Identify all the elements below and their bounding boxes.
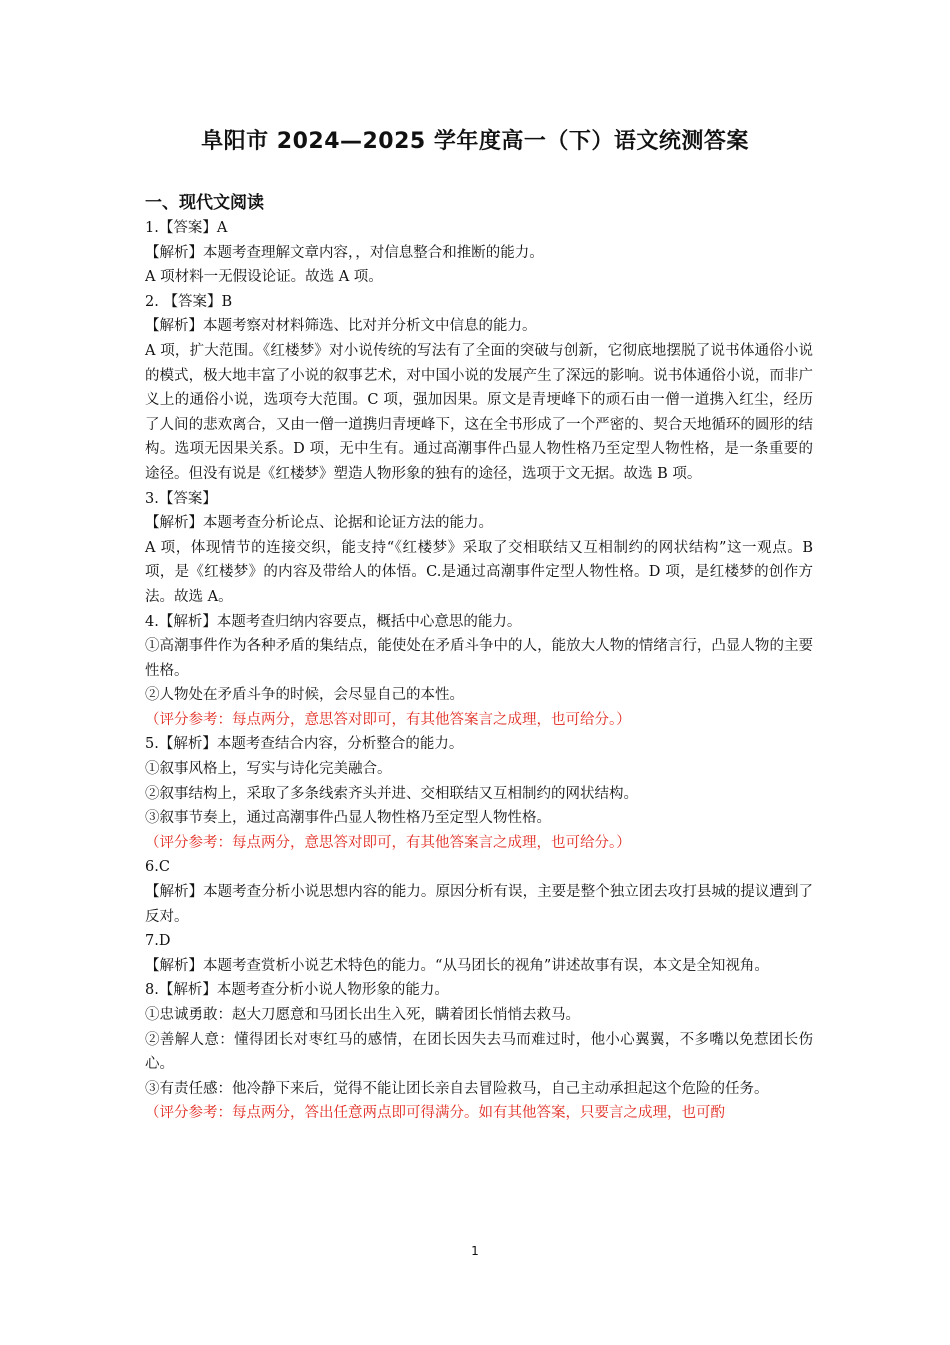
- answer-line: （评分参考：每点两分，意思答对即可，有其他答案言之成理，也可给分。）: [145, 711, 631, 728]
- answer-line: ①叙事风格上，写实与诗化完美融合。: [145, 761, 392, 778]
- answer-line: 1.【答案】A: [145, 220, 228, 236]
- answer-line: （评分参考：每点两分，意思答对即可，有其他答案言之成理，也可给分。）: [145, 834, 631, 851]
- answer-line: ①忠诚勇敢：赵大刀愿意和马团长出生入死，瞒着团长悄悄去救马。: [145, 1007, 580, 1023]
- answer-line: ②善解人意：懂得团长对枣红马的感情，在团长因失去马而难过时，他小心翼翼，不多嘴以免惹团长伤心。: [145, 1031, 813, 1073]
- answer-content: [145, 190, 813, 1126]
- answer-line: 【解析】本题考查理解文章内容，，对信息整合和推断的能力。: [145, 244, 544, 261]
- page-title: 阜阳市 2024—2025 学年度高一（下）语文统测答案: [201, 129, 749, 154]
- answer-line: 6.C: [145, 859, 170, 876]
- answer-line: 【解析】本题考察对材料筛选、比对并分析文中信息的能力。: [145, 318, 537, 335]
- answer-line: ②人物处在矛盾斗争的时候，会尽显自己的本性。: [145, 687, 464, 704]
- answer-line: A 项材料一无假设论证。故选 A 项。: [145, 269, 383, 286]
- answer-line: ①高潮事件作为各种矛盾的集结点，能使处在矛盾斗争中的人，能放大人物的情绪言行，凸显人物的主要性格。: [145, 638, 813, 679]
- answer-line: 5.【解析】本题考查结合内容，分析整合的能力。: [145, 736, 464, 753]
- section-heading: 一、现代文阅读: [145, 193, 264, 213]
- answer-line: 4.【解析】本题考查归纳内容要点，概括中心意思的能力。: [145, 613, 522, 630]
- answer-line: 8.【解析】本题考查分析小说人物形象的能力。: [145, 982, 449, 999]
- answer-line: 2. 【答案】B: [145, 293, 233, 310]
- answer-line: 7.D: [145, 933, 171, 950]
- answer-line: A 项，体现情节的连接交织，能支持“《红楼梦》采取了交相联结又互相制约的网状结构”这一观点。B 项，是《红楼梦》的内容及带给人的体悟。C.是通过高潮事件定型人物性格。D 项，是红楼梦的创作方法。故选 A。: [145, 539, 813, 605]
- answer-line: ③有责任感：他冷静下来后，觉得不能让团长亲自去冒险救马，自己主动承担起这个危险的任务。: [145, 1080, 769, 1097]
- answer-line: （评分参考：每点两分，答出任意两点即可得满分。如有其他答案，只要言之成理，也可酌: [145, 1105, 725, 1122]
- answer-line: 【解析】本题考查分析论点、论据和论证方法的能力。: [145, 515, 493, 532]
- answer-line: ③叙事节奏上，通过高潮事件凸显人物性格乃至定型人物性格。: [145, 810, 551, 827]
- answer-line: 3.【答案】: [145, 490, 217, 507]
- answer-line: 【解析】本题考查赏析小说艺术特色的能力。“从马团长的视角”讲述故事有误，本文是全知视角。: [145, 957, 769, 974]
- answer-line: ②叙事结构上，采取了多条线索齐头并进、交相联结又互相制约的网状结构。: [145, 785, 638, 802]
- page-number: 1: [471, 1244, 479, 1258]
- answer-lines: [145, 216, 813, 1126]
- answer-line: A 项，扩大范围。《红楼梦》对小说传统的写法有了全面的突破与创新，它彻底地摆脱了说书体通俗小说的模式，极大地丰富了小说的叙事艺术，对中国小说的发展产生了深远的影响。说书体通俗小说，而非广义上的通俗小说，选项夸大范围。C 项，强加因果。原文是青埂峰下的顽石由一僧一道携入红尘，经历了人间的悲欢离合，又由一僧一道携归青埂峰下，这在全书形成了一个严密的、契合天地循环的圆形的结构。选项无因果关系。D 项，无中生有。通过高潮事件凸显人物性格乃至定型人物性格，是一条重要的途径。但没有说是《红楼梦》塑造人物形象的独有的途径，选项于文无据。故选 B 项。: [145, 342, 813, 482]
- answer-line: 【解析】本题考查分析小说思想内容的能力。原因分析有误，主要是整个独立团去攻打县城的提议遭到了反对。: [145, 884, 813, 925]
